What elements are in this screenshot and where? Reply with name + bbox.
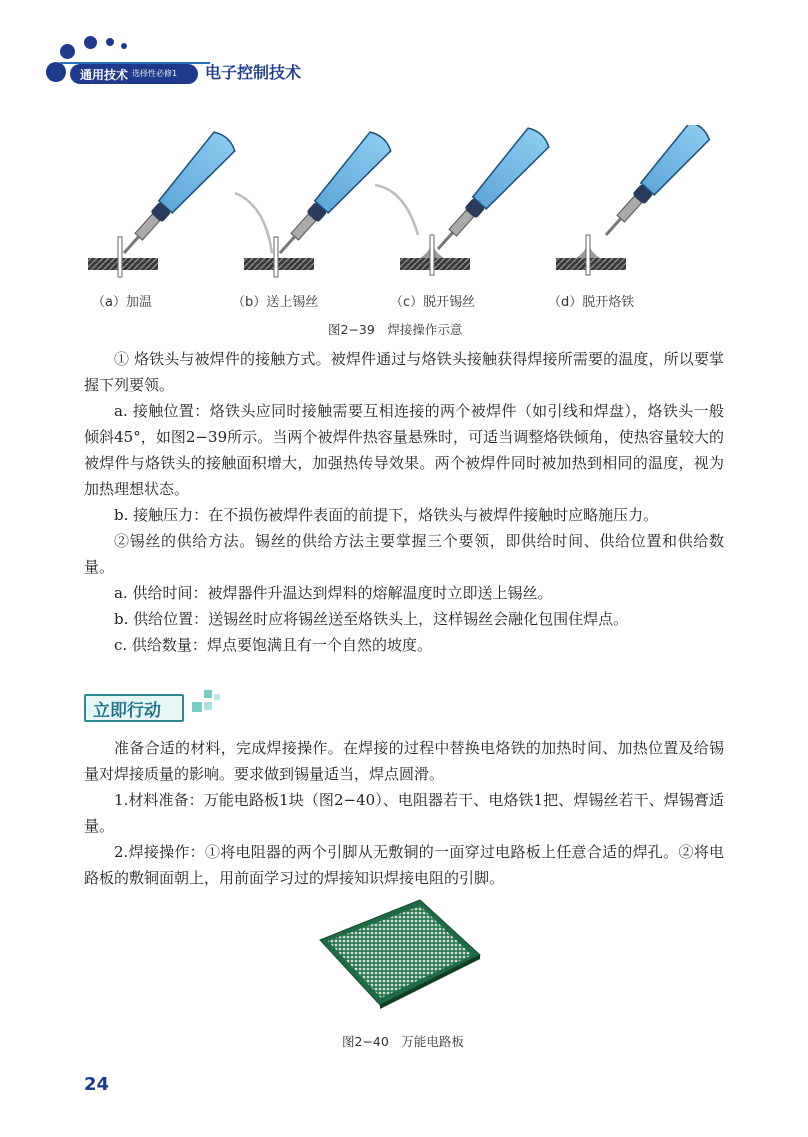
step-b-feed-solder xyxy=(235,129,393,277)
decor-square xyxy=(204,702,212,710)
figure-caption: 图2−40 万能电路板 xyxy=(342,1034,464,1049)
paragraph: ②锡丝的供给方法。锡丝的供给方法主要掌握三个要领，即供给时间、供给位置和供给数量。 xyxy=(84,532,724,576)
paragraph: 1.材料准备：万能电路板1块（图2−40）、电阻器若干、电烙铁1把、焊锡丝若干、焊锡膏适量。 xyxy=(84,791,724,835)
step-a-heating xyxy=(88,129,237,277)
decor-dot xyxy=(121,43,127,49)
decor-dot xyxy=(60,44,75,59)
paragraph: 2.焊接操作：①将电阻器的两个引脚从无敷铜的一面穿过电路板上任意合适的焊孔。②将电路板的敷铜面朝上，用前面学习过的焊接知识焊接电阻的引脚。 xyxy=(84,843,724,887)
paragraph: ① 烙铁头与被焊件的接触方式。被焊件通过与烙铁头接触获得焊接所需要的温度，所以要掌握下列要领。 xyxy=(84,350,724,394)
action-label: 立即行动 xyxy=(93,701,161,721)
paragraph: c. 供给数量：焊点要饱满且有一个自然的坡度。 xyxy=(114,636,432,654)
page-number: 24 xyxy=(84,1074,110,1095)
step-d-remove-iron xyxy=(556,125,712,275)
page-header xyxy=(0,0,808,100)
decor-dot xyxy=(106,38,114,46)
series-name: 通用技术 xyxy=(80,68,129,82)
series-volume: 选择性必修1 xyxy=(132,69,178,78)
step-c-remove-solder xyxy=(375,125,551,275)
decor-dot xyxy=(84,36,97,49)
soldering-steps-figure xyxy=(80,125,730,310)
subcaption-b: （b）送上锡丝 xyxy=(232,295,319,310)
subcaption-d: （d）脱开烙铁 xyxy=(548,295,635,310)
paragraph: b. 供给位置：送锡丝时应将锡丝送至烙铁头上，这样锡丝会融化包围住焊点。 xyxy=(114,610,629,628)
book-title: 电子控制技术 xyxy=(205,63,302,82)
decor-square xyxy=(204,690,212,698)
subcaption-a: （a）加温 xyxy=(92,295,152,310)
paragraph: 准备合适的材料，完成焊接操作。在焊接的过程中替换电烙铁的加热时间、加热位置及给锡量对焊接质量的影响。要求做到锡量适当，焊点圆滑。 xyxy=(84,739,724,783)
perfboard-image xyxy=(310,895,490,1015)
decor-square xyxy=(214,694,220,700)
action-heading xyxy=(84,690,220,720)
decor-dot-large xyxy=(46,62,66,82)
paragraph: b. 接触压力：在不损伤被焊件表面的前提下，烙铁头与被焊件接触时应略施压力。 xyxy=(114,506,659,524)
paragraph: a. 接触位置：烙铁头应同时接触需要互相连接的两个被焊件（如引线和焊盘），烙铁头一般倾斜45°，如图2−39所示。当两个被焊件热容量悬殊时，可适当调整烙铁倾角，使热容量较大的被焊件与烙铁头的接触面积增大，加强热传导效果。两个被焊件同时被加热到相同的温度，视为加热理想状态。 xyxy=(84,402,724,498)
figure-caption: 图2−39 焊接操作示意 xyxy=(328,322,463,337)
paragraph: a. 供给时间：被焊器件升温达到焊料的熔解温度时立即送上锡丝。 xyxy=(114,584,553,602)
decor-square xyxy=(192,702,202,712)
subcaption-c: （c）脱开锡丝 xyxy=(390,295,476,310)
